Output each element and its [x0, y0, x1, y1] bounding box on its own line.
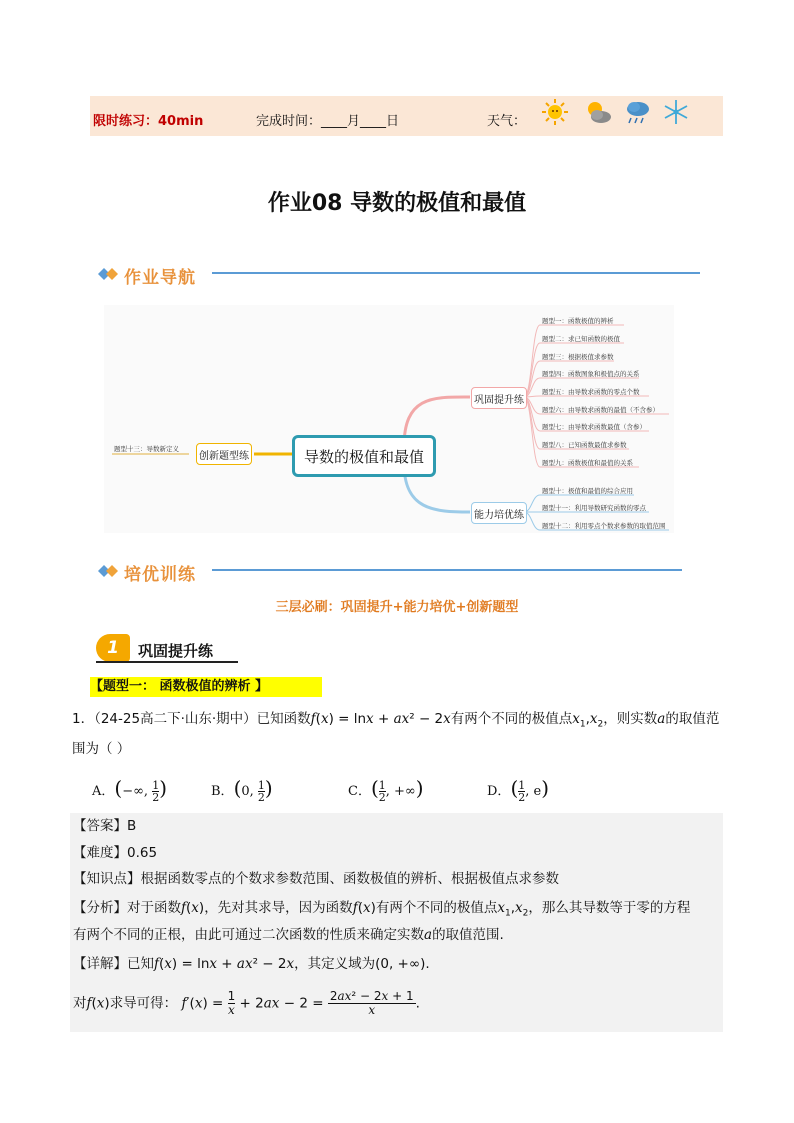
- partly-cloudy-icon: [584, 98, 612, 126]
- mind-map-leaf: 题型一：函数极值的辨析: [542, 317, 614, 325]
- knowledge-line: 【知识点】根据函数零点的个数求参数范围、函数极值的辨析、根据极值点求参数: [73, 871, 559, 887]
- question-text: 的取值范: [665, 711, 720, 727]
- analysis-text: 有两个不同的极值点: [375, 900, 498, 916]
- option-b[interactable]: B．(0, $\frac{1}{2}$ ): [211, 776, 273, 804]
- question-type-tag: 【题型一： 函数极值的辨析 】: [90, 677, 322, 697]
- weather-label: 天气：: [487, 114, 527, 129]
- mind-map-leaf: 题型六：由导数求函数的最值（不含参）: [542, 406, 659, 414]
- nav-heading: 作业导航: [124, 268, 196, 288]
- difficulty-line: 【难度】0.65: [73, 845, 158, 861]
- diamond-arrow-icon: [96, 266, 120, 282]
- nav-divider: [212, 272, 700, 274]
- detail-line: 【详解】已知f(x) = lnx + ax² − 2x，其定义域为(0, +∞).: [73, 956, 430, 972]
- sun-icon: [541, 98, 569, 126]
- mind-map-leaf: 题型十三：导数新定义: [114, 445, 179, 453]
- question-text: ，则实数: [603, 711, 658, 727]
- mind-map-leaf: 题型十：极值和最值的综合应用: [542, 487, 633, 495]
- option-label: B．: [211, 784, 234, 799]
- analysis-text: ，那么其导数等于零的方程: [528, 900, 691, 916]
- page-title: 作业08 导数的极值和最值: [267, 191, 527, 216]
- part-title: 巩固提升练: [138, 642, 214, 660]
- question-text: 1．（24-25高二下·山东·期中）已知函数: [72, 711, 311, 727]
- part-number-badge: 1: [96, 634, 130, 662]
- branch-ability: 能力培优练: [471, 502, 527, 524]
- analysis-text: 的取值范围.: [432, 927, 504, 943]
- mind-map-leaf: 题型十一：利用导数研究函数的零点: [542, 504, 646, 512]
- detail-text: 对: [73, 995, 87, 1012]
- mind-map-leaf: 题型十二：利用零点个数求参数的取值范围: [542, 522, 666, 530]
- finish-time-label: 完成时间：____月____日: [256, 114, 400, 129]
- training-heading: 培优训练: [124, 565, 196, 585]
- detail-text: 【详解】已知: [73, 956, 154, 972]
- option-c[interactable]: C．( $\frac{1}{2}$ , +∞): [348, 776, 424, 804]
- detail-text: ，其定义域为: [294, 956, 376, 972]
- branch-consolidate: 巩固提升练: [471, 387, 527, 409]
- analysis-line-2: 有两个不同的正根，由此可通过二次函数的性质来确定实数a的取值范围.: [73, 927, 504, 943]
- option-label: C．: [348, 784, 371, 799]
- mind-map-leaf: 题型九：函数极值和最值的关系: [542, 459, 633, 467]
- question-text: 有两个不同的极值点: [450, 711, 573, 727]
- mind-map-center: 导数的极值和最值: [292, 435, 436, 477]
- analysis-line-1: 【分析】对于函数f(x)，先对其求导，因为函数f(x)有两个不同的极值点$x_1,x_2$，那么其导数等于零的方程: [73, 900, 691, 919]
- math-formula: f: [310, 711, 316, 727]
- time-limit-label: 限时练习：40min: [93, 114, 204, 129]
- analysis-text: ，先对其求导，因为函数: [204, 900, 353, 916]
- mind-map-leaf: 题型五：由导数求函数的零点个数: [542, 388, 640, 396]
- detail-text: 求导可得：: [109, 995, 178, 1012]
- math-formula: x: [572, 711, 580, 727]
- answer-line: 【答案】B: [73, 818, 137, 834]
- option-a[interactable]: A．(−∞, $\frac{1}{2}$ ): [92, 776, 168, 804]
- analysis-text: 【分析】对于函数: [73, 900, 181, 916]
- branch-innovation: 创新题型练: [196, 443, 252, 465]
- mind-map-leaf: 题型三：根据极值求参数: [542, 353, 614, 361]
- mind-map-leaf: 题型八：已知函数最值求参数: [542, 441, 627, 449]
- training-divider: [212, 569, 682, 571]
- training-subtitle: 三层必刷：巩固提升+能力培优+创新题型: [275, 600, 519, 615]
- question-line-1: 1．（24-25高二下·山东·期中）已知函数f(x) = lnx + ax² − 2x有两个不同的极值点$x_1,x_2$，则实数a的取值范: [72, 711, 720, 730]
- mind-map-leaf: 题型七：由导数求函数最值（含参）: [542, 423, 646, 431]
- diamond-arrow-icon: [96, 563, 120, 579]
- option-label: D．: [487, 784, 511, 799]
- mind-map-leaf: 题型二：求已知函数的极值: [542, 335, 620, 343]
- mind-map-leaf: 题型四：函数图象和极值点的关系: [542, 370, 640, 378]
- analysis-text: 有两个不同的正根，由此可通过二次函数的性质来确定实数: [73, 927, 424, 943]
- option-label: A．: [92, 784, 115, 799]
- part-underline: [96, 661, 238, 663]
- question-line-2: 围为（ ）: [72, 741, 131, 757]
- derivative-line: 对f(x)求导可得： f′(x) = $\frac{1}{x}$ + 2ax − 2 = $\frac{\text{2ax² − 2x + 1}}{x}$ .: [73, 989, 420, 1017]
- option-d[interactable]: D．( $\frac{1}{2}$ , e): [487, 776, 550, 804]
- rain-cloud-icon: [624, 98, 652, 126]
- snowflake-icon: [662, 98, 690, 126]
